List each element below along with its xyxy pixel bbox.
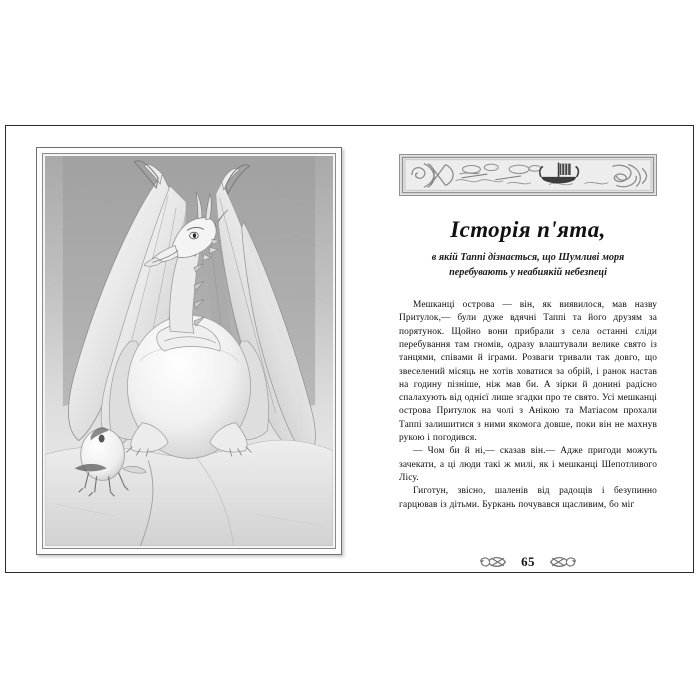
text-column bbox=[399, 154, 657, 569]
dragon-illustration bbox=[45, 156, 333, 546]
book-page-sheet bbox=[5, 125, 694, 573]
celtic-knotwork-band-icon bbox=[399, 154, 657, 196]
page-number: 65 bbox=[521, 554, 535, 569]
illustration-plate-inner-border bbox=[42, 153, 336, 549]
body-paragraph: Мешканці острова — він, як виявилося, мав назву Притулок,— були дуже вдячні Таппі та його друзям за порятунок. Щойно вони прибрали з села останні сліди перебування там гномів, одразу влаштували велике свято із танцями, співами й іграми. Розваги тривали так довго, що звеселений місяць не хотів ховатися за обрій, і ранок настав на годину пізніше, ніж мав би. А зірки й донині радісно спалахують від однієї лише згадки про те свято. Усі мешканці острова Притулок на чолі з Анікою та Матіасом прохали Таппі залишитися з ними якомога довше, поки він не махнув рукою і погодився. bbox=[399, 300, 657, 444]
page-footer bbox=[399, 554, 657, 570]
illustration-plate bbox=[36, 147, 342, 555]
body-paragraph: Гиготун, звісно, шаленів від радощів і безупинно гарцював із дітьми. Буркань почувався щасливим, бо міг bbox=[399, 486, 657, 510]
chapter-subtitle bbox=[401, 251, 655, 280]
body-text bbox=[399, 299, 657, 512]
chapter-subtitle-line-1: в якій Таппі дізнається, що Шумливі моря bbox=[431, 252, 625, 264]
chapter-subtitle-line-2: перебувають у неабиякій небезпеці bbox=[449, 266, 607, 278]
body-paragraph: — Чом би й ні,— сказав він.— Адже пригоди можуть зачекати, а ці люди такі ж милі, як і мешканці Шепотливого Лісу. bbox=[399, 446, 657, 483]
chapter-title: Історія п'ята, bbox=[450, 217, 606, 242]
knot-ornament-right-icon bbox=[546, 554, 580, 570]
knot-ornament-left-icon bbox=[476, 554, 510, 570]
